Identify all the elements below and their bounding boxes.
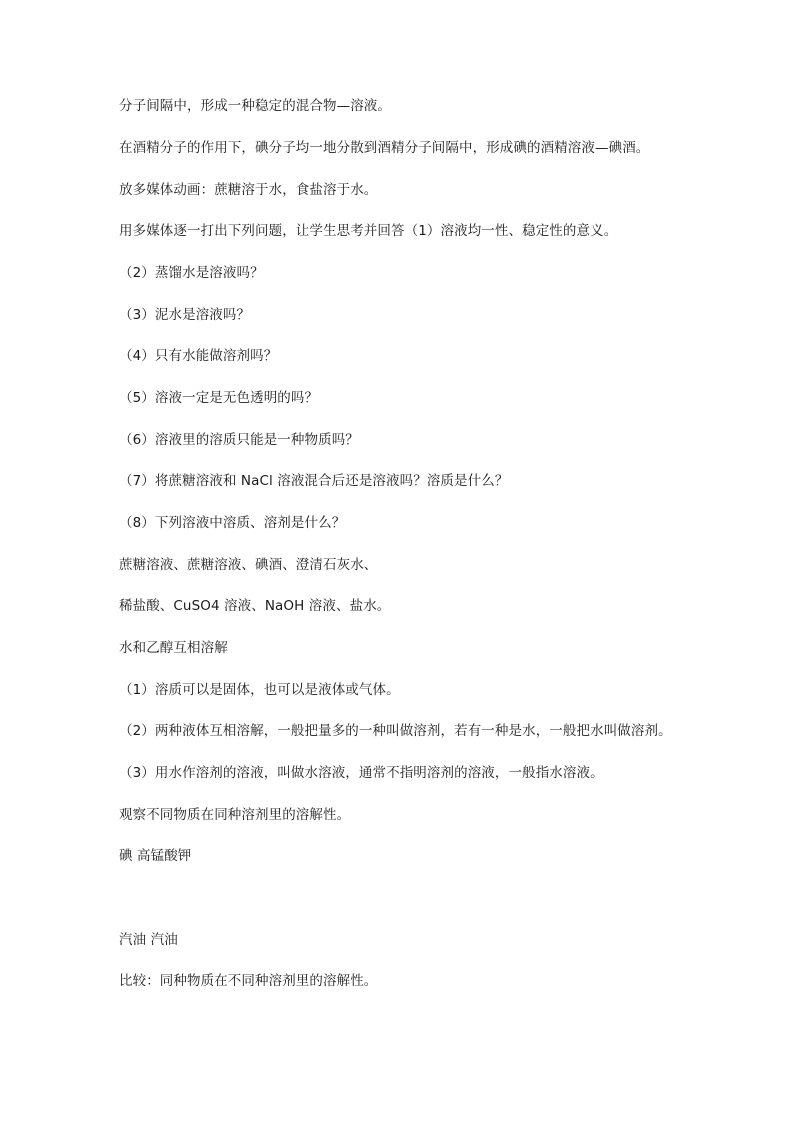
conclusion-1: （1）溶质可以是固体，也可以是液体或气体。 [119,682,400,698]
question-3: （3）泥水是溶液吗？ [119,307,251,323]
question-7: （7）将蔗糖溶液和 NaCl 溶液混合后还是溶液吗？溶质是什么？ [119,473,509,489]
solution-list-2: 稀盐酸、CuSO4 溶液、NaOH 溶液、盐水。 [119,598,391,614]
paragraph-observe: 观察不同物质在同种溶剂里的溶解性。 [119,807,351,823]
table-row-2: 汽油 汽油 [119,932,178,948]
paragraph-1: 分子间隔中，形成一种稳定的混合物—溶液。 [119,98,391,114]
question-2: （2）蒸馏水是溶液吗？ [119,265,264,281]
paragraph-4: 用多媒体逐一打出下列问题，让学生思考并回答（1）溶液均一性、稳定性的意义。 [119,223,618,239]
table-row-1: 碘 高锰酸钾 [119,848,192,864]
paragraph-compare: 比较：同种物质在不同种溶剂里的溶解性。 [119,973,378,989]
question-6: （6）溶液里的溶质只能是一种物质吗？ [119,432,359,448]
conclusion-3: （3）用水作溶剂的溶液，叫做水溶液，通常不指明溶剂的溶液，一般指水溶液。 [119,765,604,781]
question-4: （4）只有水能做溶剂吗？ [119,348,278,364]
question-5: （5）溶液一定是无色透明的吗？ [119,390,319,406]
paragraph-3: 放多媒体动画：蔗糖溶于水，食盐溶于水。 [119,182,378,198]
solution-list-1: 蔗糖溶液、蔗糖溶液、碘酒、澄清石灰水、 [119,557,378,573]
paragraph-water-ethanol: 水和乙醇互相溶解 [119,640,228,656]
conclusion-2: （2）两种液体互相溶解，一般把量多的一种叫做溶剂，若有一种是水，一般把水叫做溶剂。 [119,723,672,739]
question-8: （8）下列溶液中溶质、溶剂是什么？ [119,515,346,531]
paragraph-2: 在酒精分子的作用下，碘分子均一地分散到酒精分子间隔中，形成碘的酒精溶液—碘酒。 [119,140,650,156]
